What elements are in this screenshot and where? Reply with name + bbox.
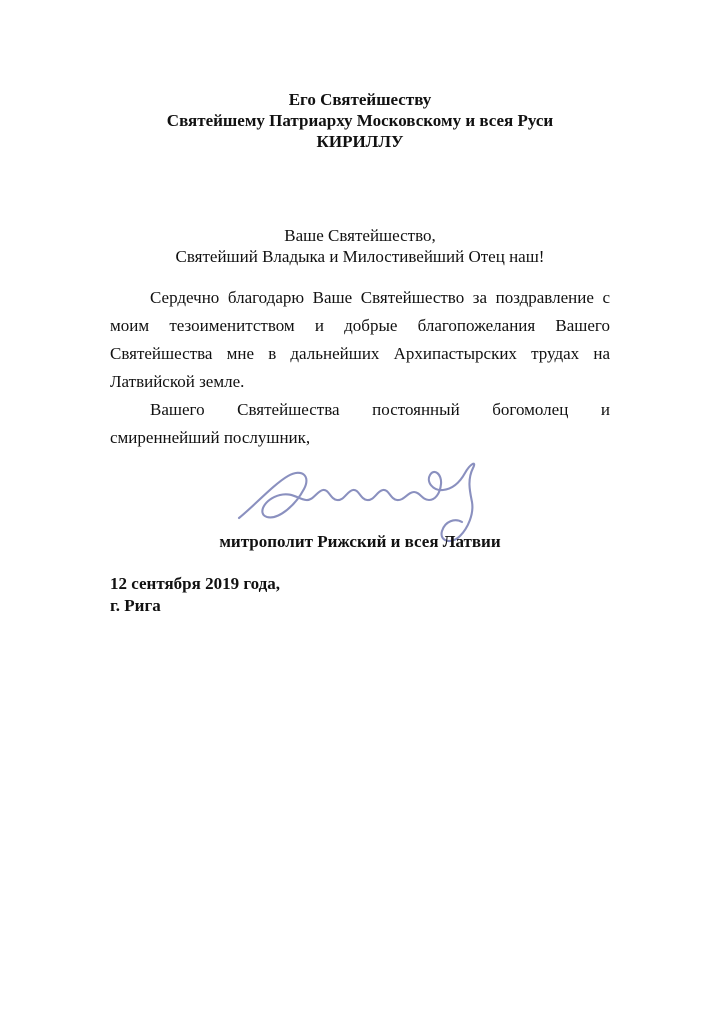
recipient-line-1: Его Святейшеству xyxy=(288,90,432,109)
salutation-line-2: Святейший Владыка и Милостивейший Отец наш! xyxy=(175,247,545,266)
body-line: смиреннейший послушник, xyxy=(110,428,311,447)
letter-place: г. Рига xyxy=(110,595,161,615)
letter-date: 12 сентября 2019 года, xyxy=(110,574,280,593)
body-line: Святейшества мне в дальнейших Архипастырских трудах на xyxy=(110,344,610,363)
letter-content xyxy=(110,0,610,1024)
salutation xyxy=(110,225,610,267)
date-place-block xyxy=(110,573,280,616)
recipient-line-2: Святейшему Патриарху Московскому и всея Руси xyxy=(166,111,554,130)
recipient-block xyxy=(110,89,610,152)
body-line: Сердечно благодарю Ваше Святейшество за поздравление с xyxy=(150,288,610,307)
body-line: Вашего Святейшества постоянный богомолец и xyxy=(150,400,610,419)
signature-title: митрополит Рижский и всея Латвии xyxy=(219,532,501,551)
letter-body xyxy=(110,284,610,452)
salutation-line-1: Ваше Святейшество, xyxy=(284,226,436,245)
body-line: моим тезоименитством и добрые благопожелания Вашего xyxy=(110,316,610,335)
body-paragraph-1 xyxy=(110,284,610,396)
recipient-line-3: КИРИЛЛУ xyxy=(316,132,404,151)
body-line: Латвийской земле. xyxy=(110,372,245,391)
body-paragraph-2 xyxy=(110,396,610,452)
